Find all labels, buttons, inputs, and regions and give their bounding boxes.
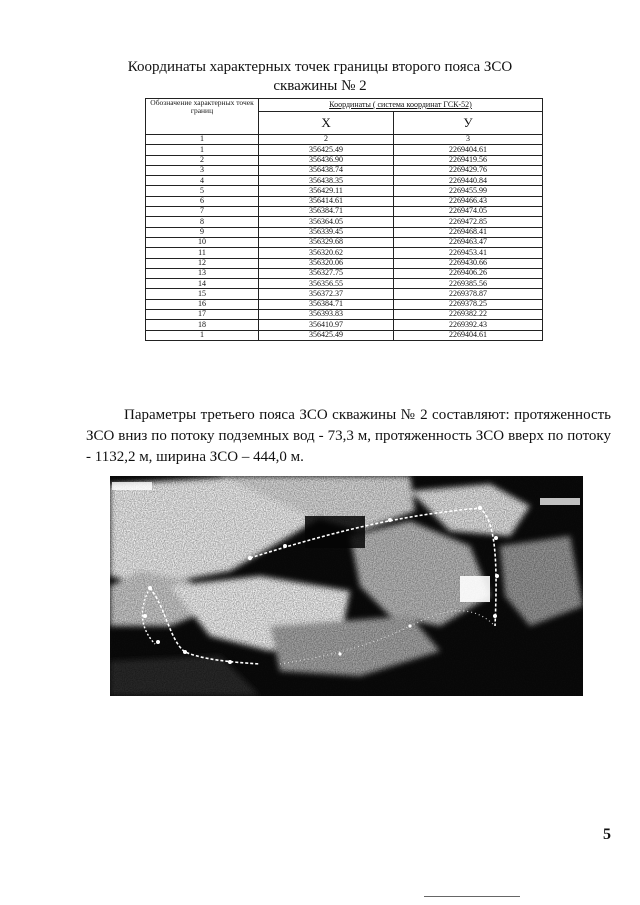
index-row [146, 135, 543, 145]
point-designation-cell: 17 [146, 310, 259, 320]
header-x: X [259, 112, 394, 135]
y-coordinate-cell: 2269466.43 [394, 196, 543, 206]
table-row [146, 176, 543, 186]
y-coordinate-cell: 2269453.41 [394, 248, 543, 258]
table-row [146, 196, 543, 206]
table-row [146, 186, 543, 196]
y-coordinate-cell: 2269419.56 [394, 155, 543, 165]
table-row [146, 289, 543, 299]
index-cell: 1 [146, 135, 259, 145]
point-designation-cell: 15 [146, 289, 259, 299]
y-coordinate-cell: 2269378.87 [394, 289, 543, 299]
table-row [146, 227, 543, 237]
header-coordinates: Координаты ( система координат ГСК-52) [259, 99, 543, 112]
table-row [146, 310, 543, 320]
y-coordinate-cell: 2269440.84 [394, 176, 543, 186]
table-title [110, 58, 530, 96]
x-coordinate-cell: 356414.61 [259, 196, 394, 206]
table-row [146, 279, 543, 289]
table-row [146, 145, 543, 155]
title-line-1: Координаты характерных точек границы второго пояса ЗСО [127, 59, 513, 75]
page-number: 5 [603, 826, 611, 843]
coordinates-table [145, 98, 543, 341]
table-row [146, 268, 543, 278]
point-designation-cell: 8 [146, 217, 259, 227]
x-coordinate-cell: 356339.45 [259, 227, 394, 237]
point-designation-cell: 14 [146, 279, 259, 289]
x-coordinate-cell: 356425.49 [259, 145, 394, 155]
title-line-2: скважины № 2 [273, 78, 367, 94]
map-svg [110, 476, 583, 696]
y-coordinate-cell: 2269392.43 [394, 320, 543, 330]
table-row [146, 207, 543, 217]
x-coordinate-cell: 356438.35 [259, 176, 394, 186]
point-designation-cell: 4 [146, 176, 259, 186]
point-designation-cell: 18 [146, 320, 259, 330]
point-designation-cell: 11 [146, 248, 259, 258]
y-coordinate-cell: 2269429.76 [394, 165, 543, 175]
point-designation-cell: 12 [146, 258, 259, 268]
point-designation-cell: 3 [146, 165, 259, 175]
x-coordinate-cell: 356436.90 [259, 155, 394, 165]
y-coordinate-cell: 2269382.22 [394, 310, 543, 320]
header-designation: Обозначение характерных точек границ [146, 99, 259, 135]
y-coordinate-cell: 2269474.05 [394, 207, 543, 217]
table-row [146, 320, 543, 330]
point-designation-cell: 16 [146, 299, 259, 309]
index-cell: 3 [394, 135, 543, 145]
point-designation-cell: 1 [146, 330, 259, 340]
zone-parameters-paragraph: Параметры третьего пояса ЗСО скважины № 2 составляют: протяженность ЗСО вниз по потоку подземных вод - 73,3 м, протяженность ЗСО вверх по потоку - 1132,2 м, ширина ЗСО – 444,0 м. [86, 407, 611, 465]
x-coordinate-cell: 356320.62 [259, 248, 394, 258]
header-y: У [394, 112, 543, 135]
point-designation-cell: 9 [146, 227, 259, 237]
table-row [146, 299, 543, 309]
point-designation-cell: 7 [146, 207, 259, 217]
y-coordinate-cell: 2269472.85 [394, 217, 543, 227]
table-row [146, 248, 543, 258]
y-coordinate-cell: 2269463.47 [394, 237, 543, 247]
table-body [146, 145, 543, 341]
point-designation-cell: 2 [146, 155, 259, 165]
x-coordinate-cell: 356329.68 [259, 237, 394, 247]
y-coordinate-cell: 2269378.25 [394, 299, 543, 309]
x-coordinate-cell: 356438.74 [259, 165, 394, 175]
table-row [146, 217, 543, 227]
y-coordinate-cell: 2269455.99 [394, 186, 543, 196]
y-coordinate-cell: 2269468.41 [394, 227, 543, 237]
x-coordinate-cell: 356320.06 [259, 258, 394, 268]
satellite-map-image [110, 476, 583, 696]
table-row [146, 165, 543, 175]
well-site [460, 576, 490, 602]
y-coordinate-cell: 2269404.61 [394, 145, 543, 155]
x-coordinate-cell: 356384.71 [259, 299, 394, 309]
footer-rule [424, 896, 520, 897]
y-coordinate-cell: 2269404.61 [394, 330, 543, 340]
x-coordinate-cell: 356429.11 [259, 186, 394, 196]
index-cell: 2 [259, 135, 394, 145]
y-coordinate-cell: 2269430.66 [394, 258, 543, 268]
x-coordinate-cell: 356384.71 [259, 207, 394, 217]
dark-building [305, 516, 365, 548]
y-coordinate-cell: 2269406.26 [394, 268, 543, 278]
x-coordinate-cell: 356356.55 [259, 279, 394, 289]
x-coordinate-cell: 356364.05 [259, 217, 394, 227]
point-designation-cell: 6 [146, 196, 259, 206]
x-coordinate-cell: 356410.97 [259, 320, 394, 330]
table-row [146, 155, 543, 165]
point-designation-cell: 10 [146, 237, 259, 247]
point-designation-cell: 5 [146, 186, 259, 196]
table-row [146, 330, 543, 340]
table-row [146, 258, 543, 268]
x-coordinate-cell: 356372.37 [259, 289, 394, 299]
x-coordinate-cell: 356425.49 [259, 330, 394, 340]
table-row [146, 237, 543, 247]
x-coordinate-cell: 356327.75 [259, 268, 394, 278]
point-designation-cell: 13 [146, 268, 259, 278]
y-coordinate-cell: 2269385.56 [394, 279, 543, 289]
x-coordinate-cell: 356393.83 [259, 310, 394, 320]
point-designation-cell: 1 [146, 145, 259, 155]
